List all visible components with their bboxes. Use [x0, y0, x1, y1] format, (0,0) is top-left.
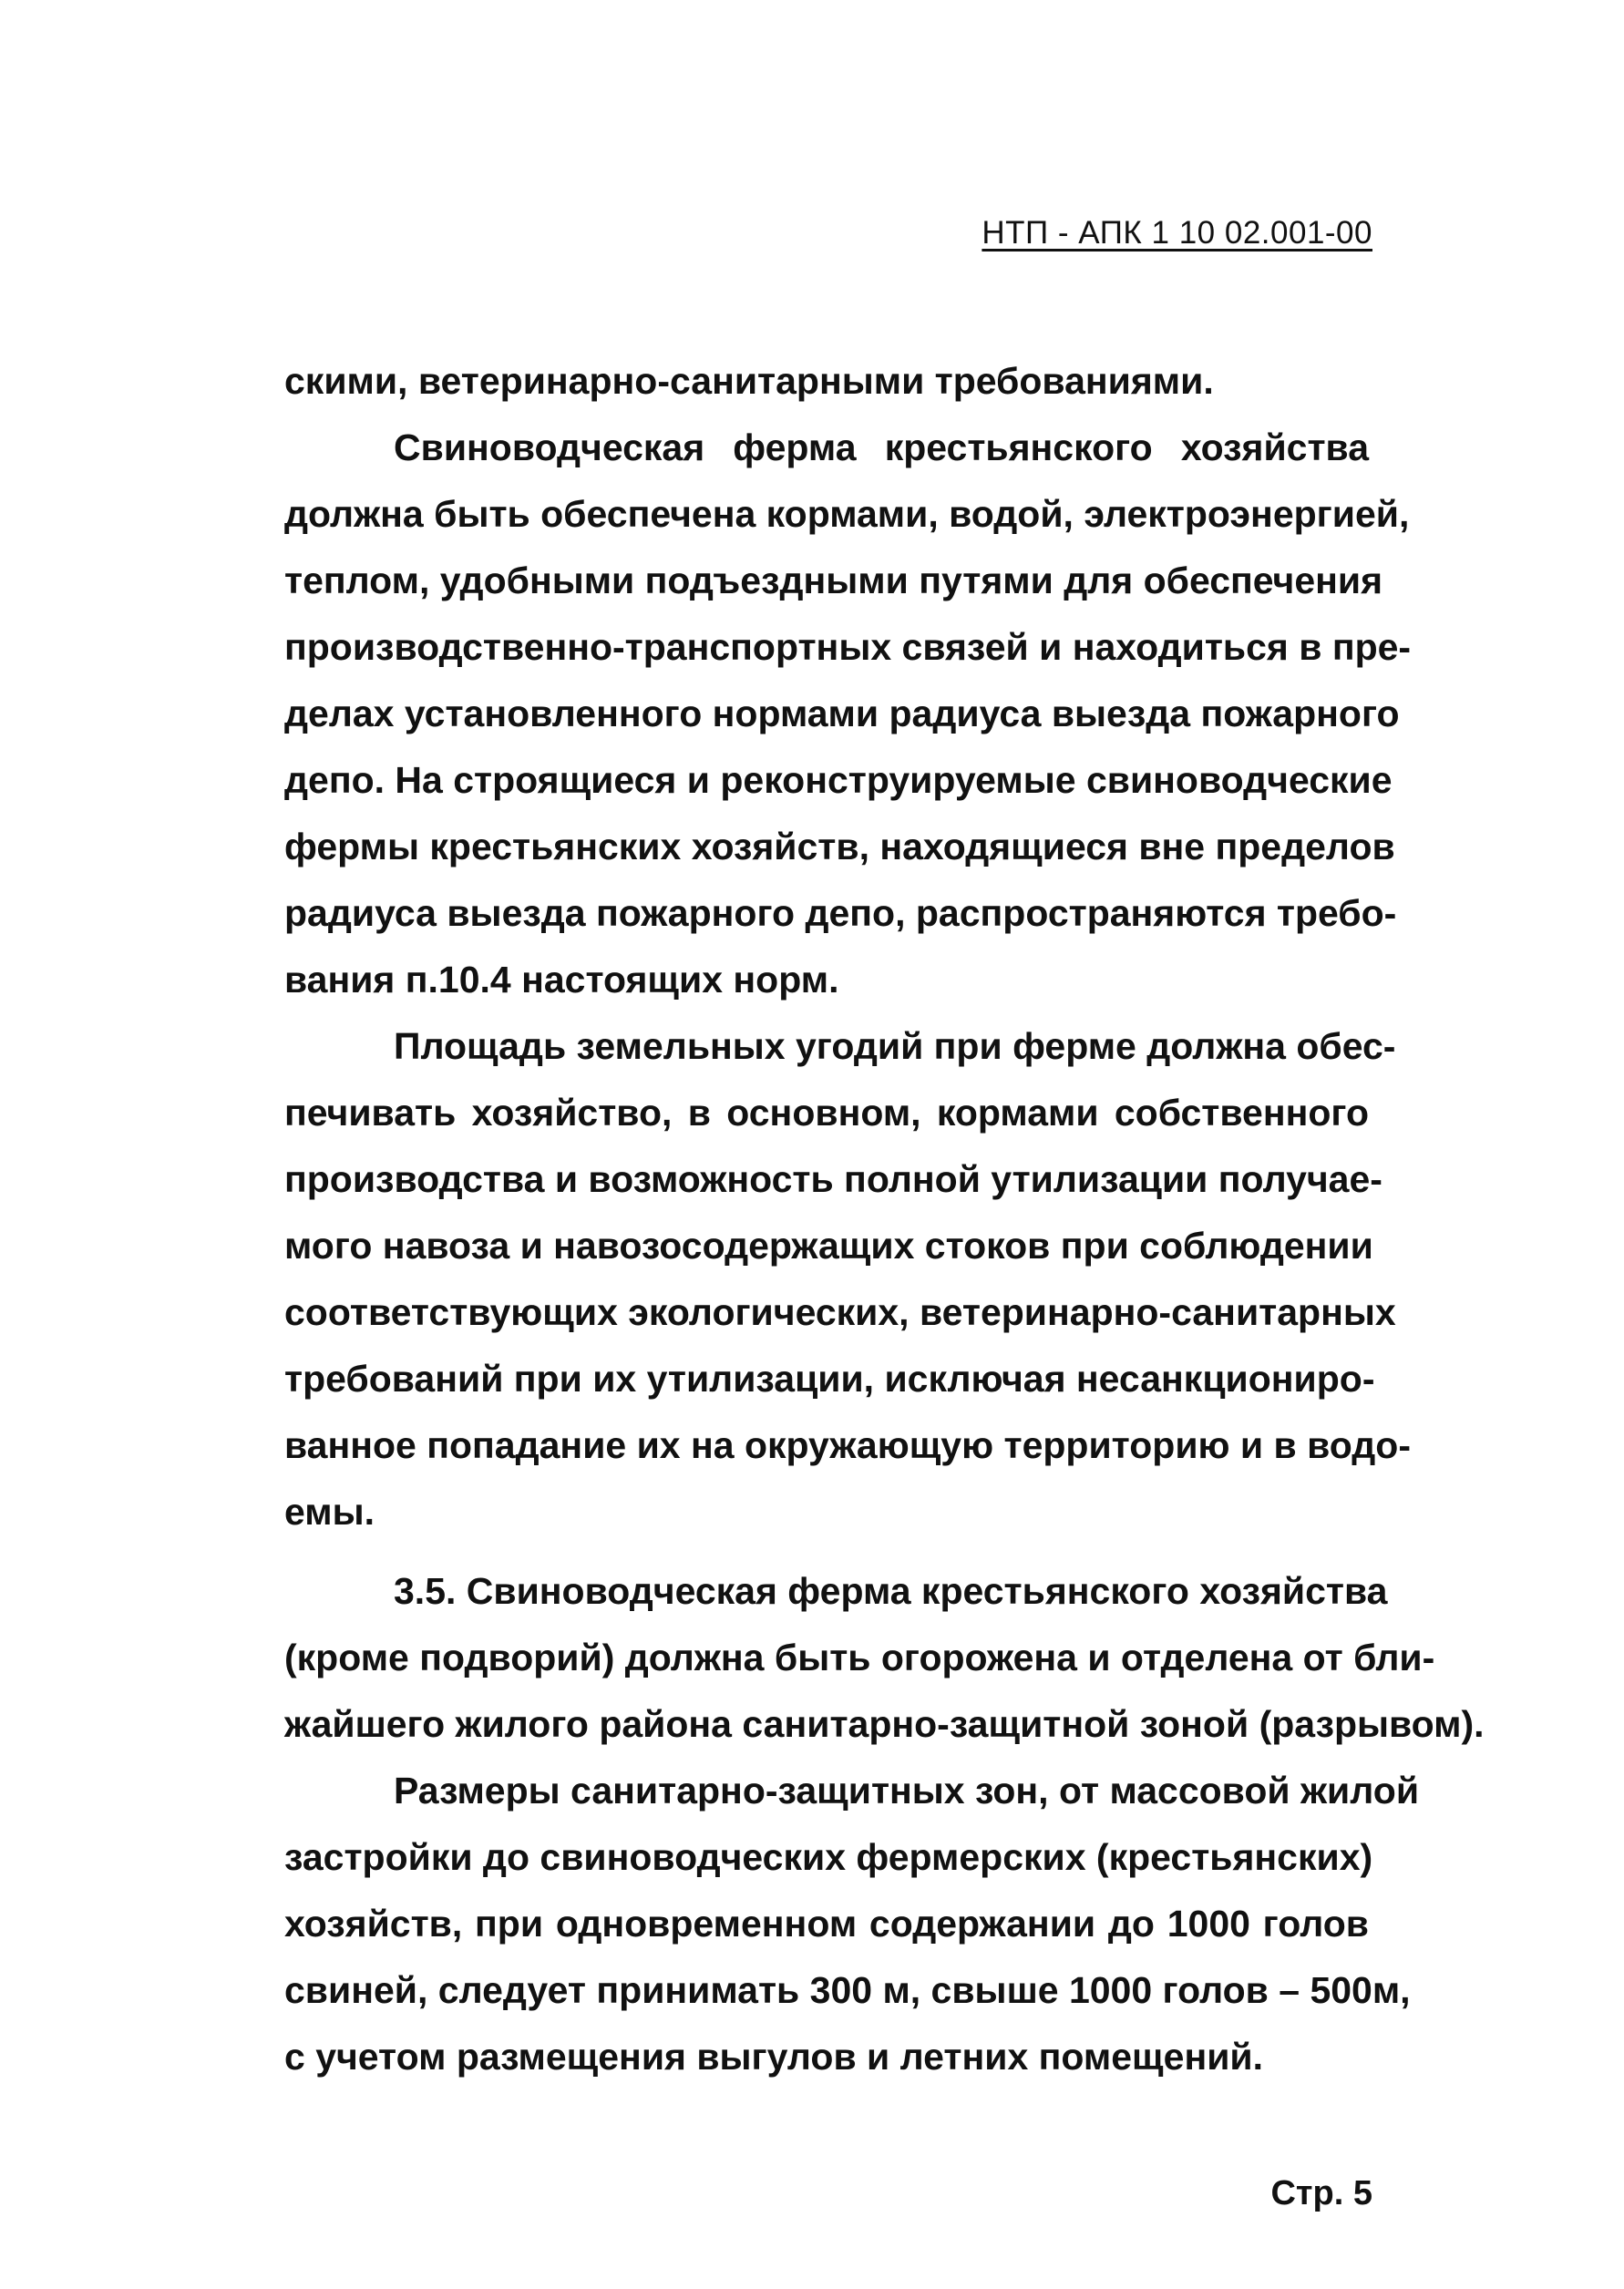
paragraph-gap — [284, 1545, 1369, 1558]
text-line: вания п.10.4 настоящих норм. — [284, 959, 839, 1001]
text-line: должна быть обеспечена кормами, водой, электроэнергией, — [284, 493, 1410, 535]
page-number: Стр. 5 — [1270, 2174, 1372, 2212]
text-line: емы. — [284, 1491, 375, 1533]
text-line: свиней, следует принимать 300 м, свыше 1000 голов – 500м, — [284, 1969, 1411, 2011]
text-line: Свиноводческая ферма крестьянского хозяйства — [394, 426, 1369, 468]
text-line: производства и возможность полной утилизации получае- — [284, 1158, 1382, 1200]
text-line: ванное попадание их на окружающую территорию и в водо- — [284, 1424, 1412, 1466]
text-line: хозяйств, при одновременном содержании до 1000 голов — [284, 1903, 1369, 1945]
text-line: Площадь земельных угодий при ферме должна обес- — [394, 1025, 1396, 1067]
text-line: фермы крестьянских хозяйств, находящиеся вне пределов — [284, 826, 1395, 867]
text-line: депо. На строящиеся и реконструируемые свиноводческие — [284, 759, 1393, 801]
text-line: застройки до свиноводческих фермерских (крестьянских) — [284, 1836, 1373, 1878]
text-line: 3.5. Свиноводческая ферма крестьянского хозяйства — [394, 1570, 1388, 1612]
body-text — [284, 348, 1485, 2090]
text-line: требований при их утилизации, исключая несанкциониро- — [284, 1358, 1375, 1400]
text-line: с учетом размещения выгулов и летних помещений. — [284, 2036, 1264, 2078]
text-line: мого навоза и навозосодержащих стоков при соблюдении — [284, 1225, 1373, 1267]
text-line: соответствующих экологических, ветеринарно-санитарных — [284, 1291, 1396, 1333]
document-code-header: НТП - АПК 1 10 02.001-00 — [982, 215, 1372, 251]
text-line: радиуса выезда пожарного депо, распространяются требо- — [284, 892, 1397, 934]
text-line: делах установленного нормами радиуса выезда пожарного — [284, 693, 1400, 734]
text-line: Размеры санитарно-защитных зон, от массовой жилой — [394, 1770, 1420, 1812]
text-line: производственно-транспортных связей и находиться в пре- — [284, 626, 1412, 668]
text-line: печивать хозяйство, в основном, кормами собственного — [284, 1092, 1369, 1134]
text-line: (кроме подворий) должна быть огорожена и отделена от бли- — [284, 1637, 1435, 1678]
text-line: теплом, удобными подъездными путями для обеспечения — [284, 559, 1383, 601]
text-line: жайшего жилого района санитарно-защитной зоной (разрывом). — [284, 1703, 1485, 1745]
text-line: скими, ветеринарно-санитарными требованиями. — [284, 360, 1214, 402]
